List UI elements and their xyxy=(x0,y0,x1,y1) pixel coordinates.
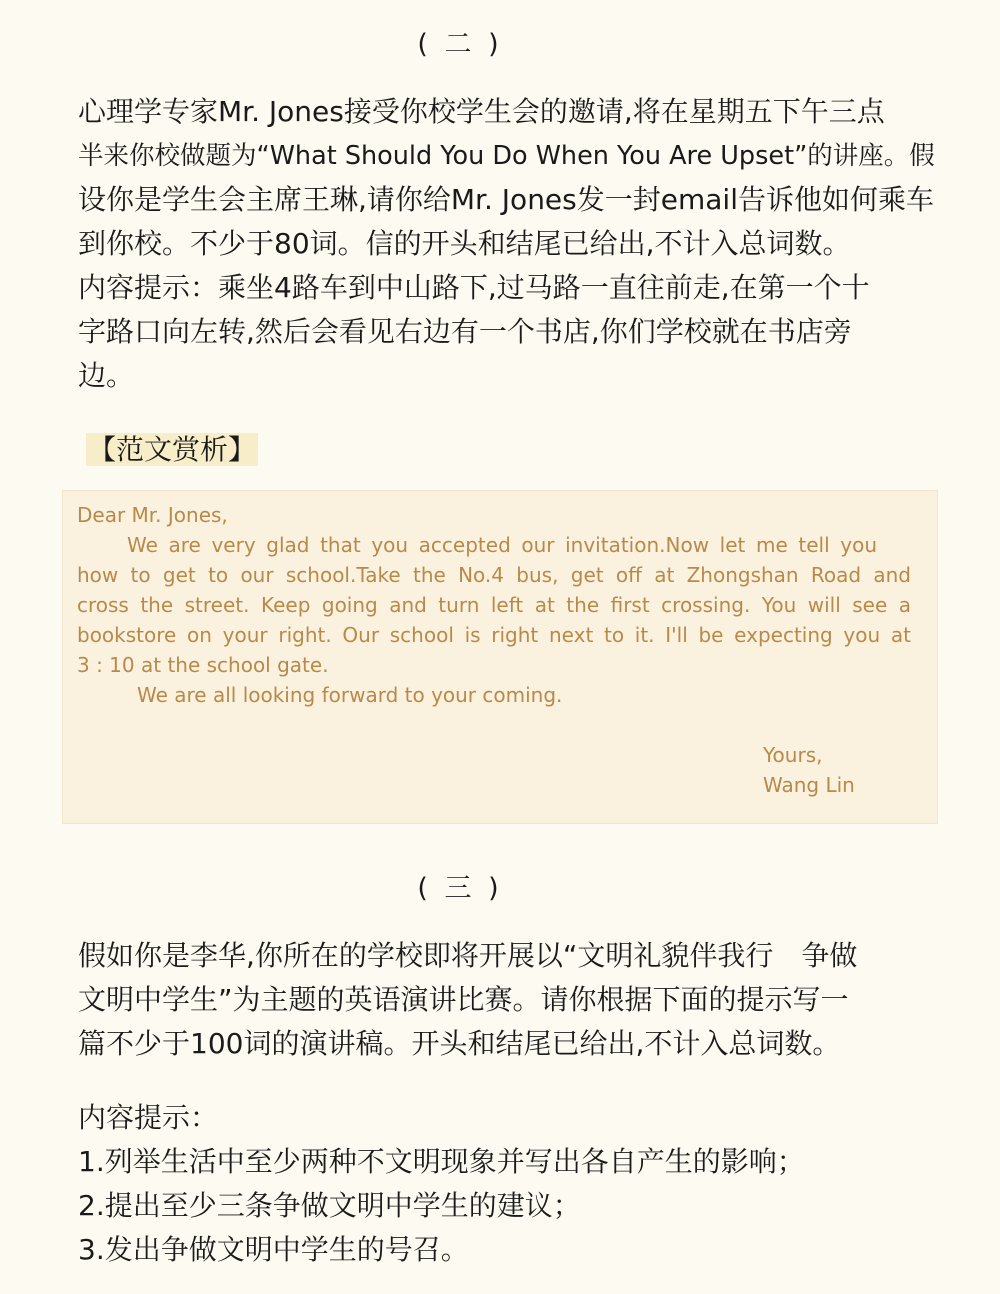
letter-line: bookstore on your right. Our school is right next to it. I'll be expecting you at xyxy=(77,623,911,647)
model-letter xyxy=(62,490,938,824)
letter-salutation: Dear Mr. Jones, xyxy=(77,503,228,527)
prompt-line: 到你校。不少于80词。信的开头和结尾已给出,不计入总词数。 xyxy=(78,227,851,260)
letter-line: We are very glad that you accepted our invitation.Now let me tell you xyxy=(127,533,877,557)
prompt-line: 假如你是李华,你所在的学校即将开展以“文明礼貌伴我行 争做 xyxy=(78,939,858,972)
prompt-line: 篇不少于100词的演讲稿。开头和结尾已给出,不计入总词数。 xyxy=(78,1027,841,1060)
letter-line: cross the street. Keep going and turn left at the first crossing. You will see a xyxy=(77,593,911,617)
letter-signature: Wang Lin xyxy=(763,773,855,797)
model-essay-tag xyxy=(86,428,258,472)
letter-line: how to get to our school.Take the No.4 bus, get off at Zhongshan Road and xyxy=(77,563,911,587)
letter-line: 3 : 10 at the school gate. xyxy=(77,653,329,677)
hint-item: 2.提出至少三条争做文明中学生的建议； xyxy=(78,1189,581,1222)
hint-title: 内容提示： xyxy=(78,1101,219,1134)
prompt-line: 文明中学生”为主题的英语演讲比赛。请你根据下面的提示写一 xyxy=(78,983,849,1016)
section-3-hints xyxy=(78,1096,938,1272)
section-3-heading: ( 三 ) xyxy=(417,873,503,904)
section-2-heading: ( 二 ) xyxy=(417,29,503,60)
prompt-line: 边。 xyxy=(78,359,135,392)
prompt-line: 内容提示：乘坐4路车到中山路下,过马路一直往前走,在第一个十 xyxy=(78,271,870,304)
prompt-line: 设你是学生会主席王琳,请你给Mr. Jones发一封email告诉他如何乘车 xyxy=(78,183,934,216)
letter-line: We are all looking forward to your coming. xyxy=(137,683,563,707)
section-2-prompt xyxy=(78,90,938,398)
hint-item: 1.列举生活中至少两种不文明现象并写出各自产生的影响； xyxy=(78,1145,805,1178)
hint-item: 3.发出争做文明中学生的号召。 xyxy=(78,1233,469,1266)
prompt-line: 半来你校做题为“What Should You Do When You Are Upset”的讲座。假 xyxy=(78,141,935,171)
letter-closing: Yours, xyxy=(763,743,823,767)
model-essay-tag-text: 【范文赏析】 xyxy=(88,433,257,466)
prompt-line: 字路口向左转,然后会看见右边有一个书店,你们学校就在书店旁 xyxy=(78,315,852,348)
section-3-prompt xyxy=(78,934,938,1066)
prompt-line: 心理学专家Mr. Jones接受你校学生会的邀请,将在星期五下午三点 xyxy=(78,95,885,128)
